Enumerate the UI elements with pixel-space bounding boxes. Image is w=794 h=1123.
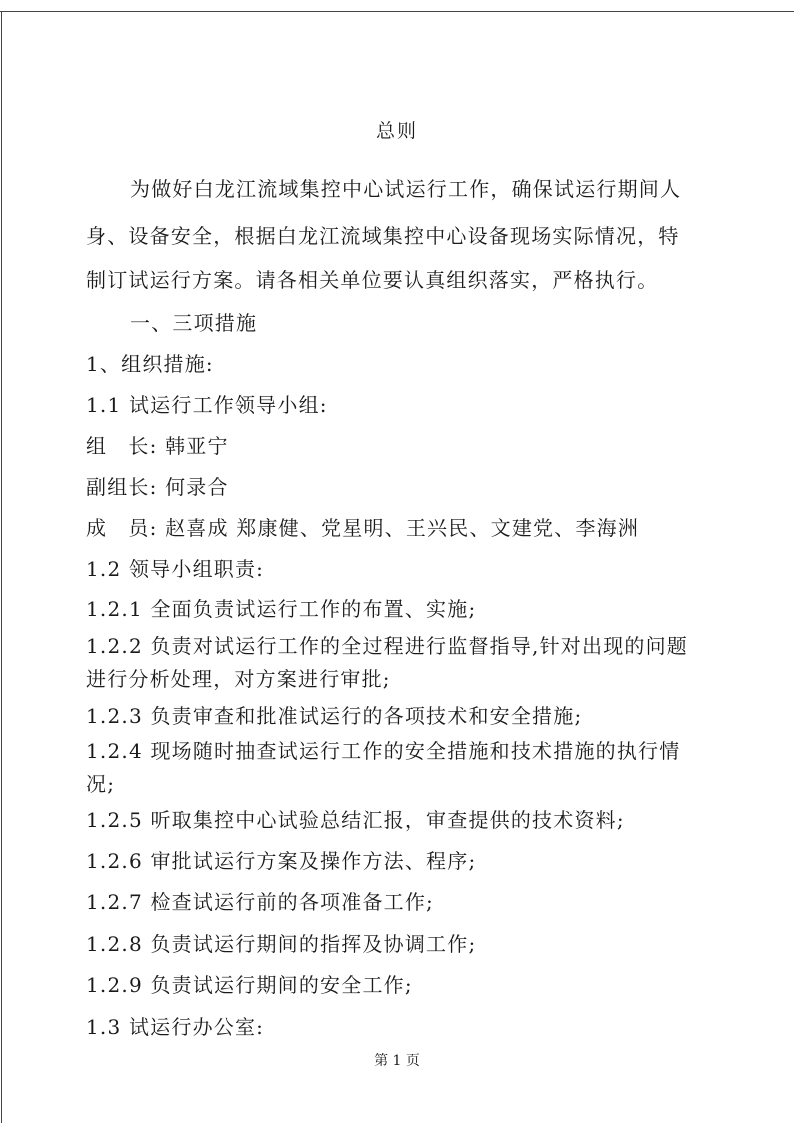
subsection-heading: 1.1 试运行工作领导小组: xyxy=(86,393,328,417)
subsection-heading: 1.2 领导小组职责: xyxy=(86,557,265,581)
duty-item: 1.2.3 负责审查和批准试运行的各项技术和安全措施; xyxy=(86,704,583,728)
section-heading: 一、三项措施 xyxy=(130,311,258,335)
duty-item: 1.2.2 负责对试运行工作的全过程进行监督指导,针对出现的问题 xyxy=(86,634,689,658)
duty-item: 1.2.8 负责试运行期间的指挥及协调工作; xyxy=(86,932,477,956)
deputy-leader-line: 副组长: 何录合 xyxy=(86,475,229,499)
subsection-heading: 1.3 试运行办公室: xyxy=(86,1015,265,1039)
duty-item: 1.2.5 听取集控中心试验总结汇报，审查提供的技术资料; xyxy=(86,808,625,832)
paragraph-line: 为做好白龙江流域集控中心试运行工作，确保试运行期间人 xyxy=(130,177,682,201)
page-border-left xyxy=(1,11,2,1123)
subsection-heading: 1、组织措施: xyxy=(86,352,214,376)
duty-item: 1.2.6 审批试运行方案及操作方法、程序; xyxy=(86,849,477,873)
duty-item: 1.2.7 检查试运行前的各项准备工作; xyxy=(86,890,434,914)
paragraph-line: 身、设备安全，根据白龙江流域集控中心设备现场实际情况，特 xyxy=(86,224,680,248)
duty-item: 1.2.9 负责试运行期间的安全工作; xyxy=(86,973,413,997)
duty-item-continued: 况; xyxy=(86,772,116,796)
page-border-top xyxy=(0,11,794,12)
duty-item: 1.2.4 现场随时抽查试运行工作的安全措施和技术措施的执行情 xyxy=(86,739,681,763)
members-line: 成 员: 赵喜成 郑康健、党星明、王兴民、文建党、李海洲 xyxy=(86,516,640,540)
paragraph-line: 制订试运行方案。请各相关单位要认真组织落实，严格执行。 xyxy=(86,268,659,292)
leader-line: 组 长: 韩亚宁 xyxy=(86,434,229,458)
duty-item: 1.2.1 全面负责试运行工作的布置、实施; xyxy=(86,597,477,621)
duty-item-continued: 进行分析处理，对方案进行审批; xyxy=(86,667,391,691)
document-title: 总则 xyxy=(375,120,418,142)
page-number: 第 1 页 xyxy=(374,1053,420,1069)
